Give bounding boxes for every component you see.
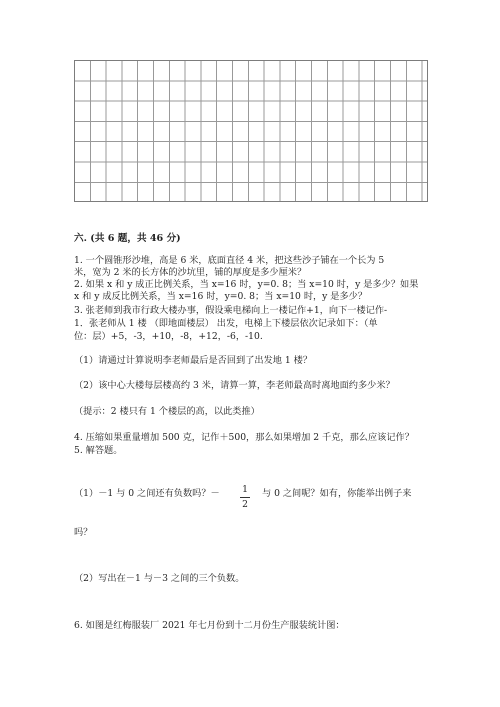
q4-line1: 4. 压缩如果重量增加 500 克，记作＋500，那么如果增加 2 千克，那么应该记作？ — [74, 432, 414, 443]
fraction-denominator: 2 — [242, 498, 248, 510]
fraction-one-half — [240, 484, 250, 511]
q5-sub1-part-c: 吗？ — [74, 527, 93, 538]
q3-hint: （提示：2 楼只有 1 个楼层的高，以此类推） — [74, 406, 260, 417]
q5-sub1-part-a: （1）－1 与 0 之间还有负数吗？－ — [74, 488, 220, 499]
q1-line1: 1. 一个圆锥形沙堆，高是 6 米，底面直径 4 米，把这些沙子铺在一个长为 5 — [74, 255, 385, 266]
q3-sub1: （1）请通过计算说明李老师最后是否回到了出发地 1 楼？ — [74, 355, 313, 366]
fraction-numerator: 1 — [242, 484, 248, 495]
q3-sub2: （2）该中心大楼每层楼高约 3 米，请算一算，李老师最高时离地面约多少米？ — [74, 380, 395, 391]
q5-sub2: （2）写出在－1 与－3 之间的三个负数。 — [74, 573, 245, 584]
q5-line1: 5. 解答题。 — [74, 445, 123, 456]
writing-grid — [74, 60, 428, 202]
q6-line1: 6. 如图是红梅服装厂 2021 年七月份到十二月份生产服装统计图： — [74, 620, 345, 631]
q2-line1: 2. 如果 x 和 y 成正比例关系，当 x=16 时，y=0. 8；当 x=10 时，y 是多少？如果 — [74, 279, 419, 290]
section-title: 六. (共 6 题，共 46 分) — [74, 233, 181, 244]
q1-line2: 米，宽为 2 米的长方体的沙坑里，铺的厚度是多少厘米？ — [74, 267, 307, 278]
q3-line2: 1．张老师从 1 楼 （即地面楼层） 出发，电梯上下楼层依次记录如下：（单 — [74, 318, 378, 329]
q3-line1: 3. 张老师到我市行政大楼办事，假设乘电梯向上一楼记作+1，向下一楼记作- — [74, 305, 388, 316]
q2-line2: x 和 y 成反比例关系，当 x=16 时，y=0. 8；当 x=10 时，y 是多少？ — [74, 291, 368, 302]
fraction-bar — [240, 497, 250, 498]
q3-line3: 位：层）+5，-3，+10，-8，+12，-6，-10. — [74, 331, 263, 342]
q5-sub1-part-b: 与 0 之间呢？如有，你能举出例子来 — [262, 488, 412, 499]
